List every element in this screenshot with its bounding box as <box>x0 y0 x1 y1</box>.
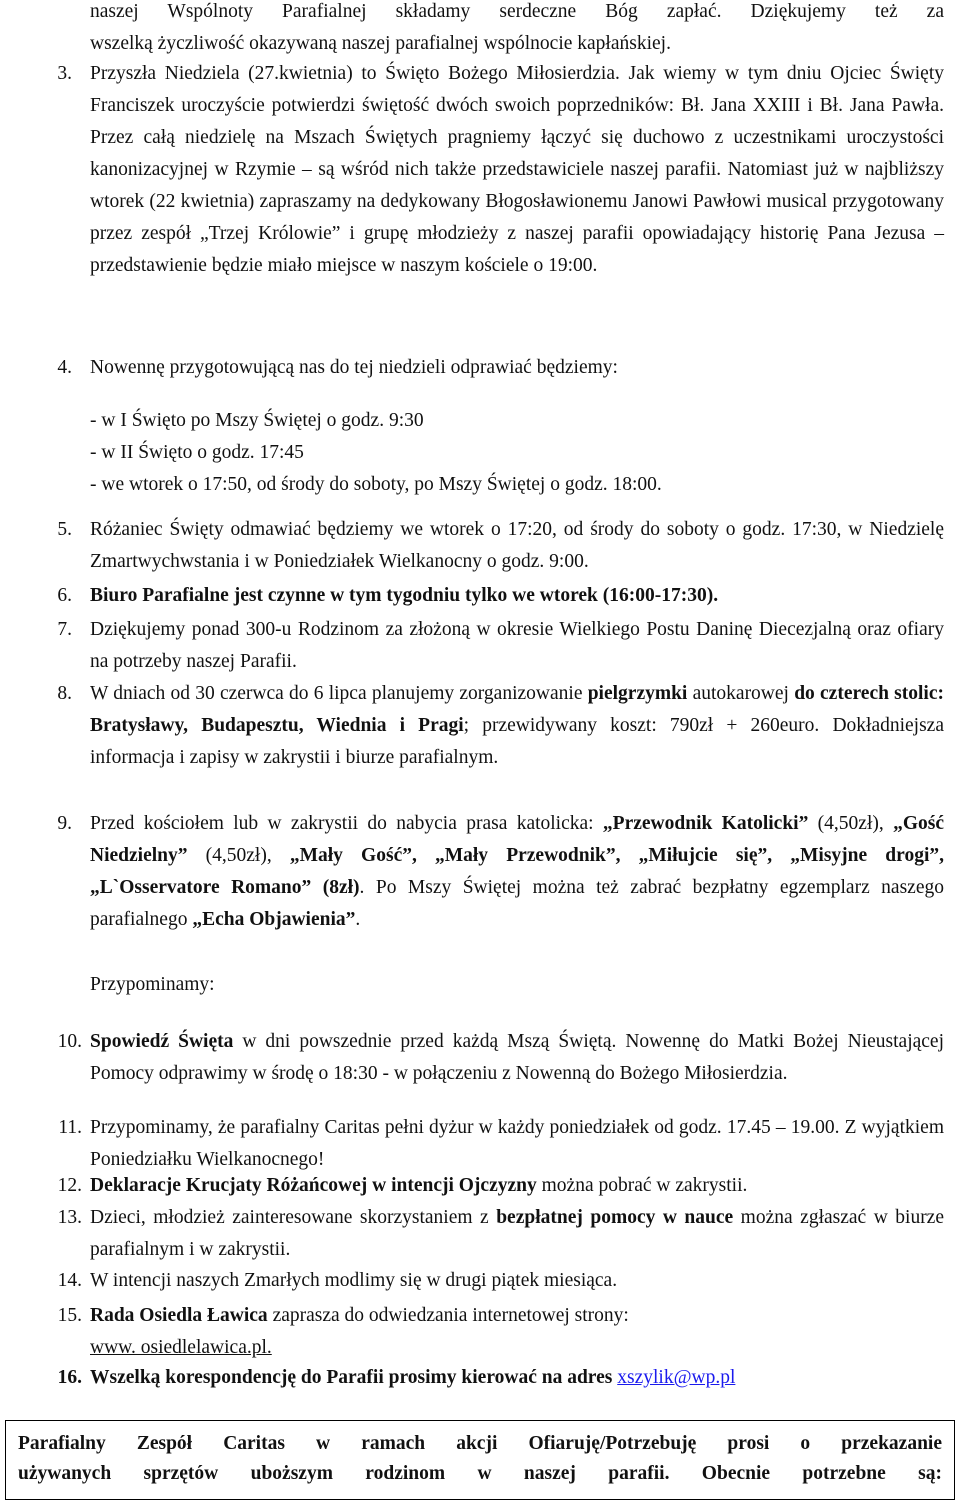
confession-label: Spowiedź Święta <box>90 1031 234 1052</box>
novena-schedule-2: - w II Święto o godz. 17:45 <box>90 442 304 463</box>
declaration-label: Deklaracje Krucjaty Różańcowej w intencji Ojczyzny <box>90 1175 537 1196</box>
item-13-number: 13. <box>57 1207 82 1228</box>
item-9-part: Przed kościołem lub w zakrystii do nabycia prasa katolicka: <box>90 813 603 834</box>
item-7-text <box>90 614 944 678</box>
council-label: Rada Osiedla Ławica <box>90 1305 268 1326</box>
novena-schedule-3: - we wtorek o 17:50, od środy do soboty, po Mszy Świętej o godz. 18:00. <box>90 474 662 495</box>
caritas-notice-box <box>5 1420 955 1500</box>
item-14-paragraph: W intencji naszych Zmarłych modlimy się w drugi piątek miesiąca. <box>90 1270 618 1291</box>
pilgrimage-label: pielgrzymki <box>587 683 688 704</box>
intro-line-2: wszelką życzliwość okazywaną naszej parafialnej wspólnocie kapłańskiej. <box>90 33 671 54</box>
item-5-paragraph: Różaniec Święty odmawiać będziemy we wtorek o 17:20, od środy do soboty o godz. 17:30, w Niedzielę Zmartwychwstania i w Poniedziałek Wielkanocny o godz. 9:00. <box>90 519 944 572</box>
item-9-part: (4,50zł), <box>187 845 290 866</box>
item-8-part: W dniach od 30 czerwca do 6 lipca planujemy zorganizowanie <box>90 683 588 704</box>
correspondence-label: Wszelką korespondencję do Parafii prosimy kierować na adres <box>90 1367 618 1388</box>
item-15-number: 15. <box>57 1305 82 1326</box>
item-11-paragraph: Przypominamy, że parafialny Caritas pełni dyżur w każdy poniedziałek od godz. 17.45 – 19.00. Z wyjątkiem Poniedziałku Wielkanocnego! <box>90 1117 944 1170</box>
item-12-number: 12. <box>57 1175 82 1196</box>
press-title: „Echa Objawienia” <box>192 909 356 930</box>
item-8-part: autokarowej <box>687 683 795 704</box>
intro-paragraph <box>90 0 944 60</box>
item-10-part: w dni powszednie przed każdą Mszą Świętą. Nowennę do Matki Bożej Nieustającej Pomocy odprawimy w środę o 18:30 - w połączeniu z Nowenną do Bożego Miłosierdzia. <box>90 1031 944 1084</box>
office-hours-notice: Biuro Parafialne jest czynne w tym tygodniu tylko we wtorek (16:00-17:30). <box>90 585 719 606</box>
novena-schedule-1: - w I Święto po Mszy Świętej o godz. 9:30 <box>90 410 424 431</box>
item-10-number: 10. <box>57 1031 82 1052</box>
press-title: „Przewodnik Katolicki” <box>602 813 809 834</box>
item-4-text <box>90 352 944 384</box>
item-3-number: 3. <box>57 63 72 84</box>
item-11-text <box>90 1112 944 1176</box>
reminder-heading: Przypominamy: <box>90 974 215 995</box>
council-website-link[interactable]: www. osiedlelawica.pl. <box>90 1337 272 1358</box>
item-12-part: można pobrać w zakrystii. <box>536 1175 748 1196</box>
item-13-part: Dzieci, młodzież zainteresowane skorzystaniem z <box>90 1207 497 1228</box>
item-14-text <box>90 1265 944 1297</box>
item-4-paragraph: Nowennę przygotowującą nas do tej niedzieli odprawiać będziemy: <box>90 357 618 378</box>
item-4-number: 4. <box>57 357 72 378</box>
item-9-part: (4,50zł), <box>808 813 894 834</box>
item-12-text <box>90 1170 944 1202</box>
item-5-text <box>90 514 944 578</box>
item-9-part: . <box>355 909 361 930</box>
item-7-paragraph: Dziękujemy ponad 300-u Rodzinom za złożoną w okresie Wielkiego Postu Daninę Diecezjalną oraz ofiary na potrzeby naszej Parafii. <box>90 619 944 672</box>
item-3-paragraph: Przyszła Niedziela (27.kwietnia) to Święto Bożego Miłosierdzia. Jak wiemy w tym dniu Ojciec Święty Franciszek uroczyście potwierdzi świętość dwóch swoich poprzedników: Bł. Jana XXIII i Bł. Jana Pawła. Przez całą niedzielę na Mszach Świętych pragniemy łączyć się duchowo z uczestnikami uroczystości kanonizacyjnej w Rzymie – są wśród nich także przedstawiciele naszej parafii. Natomiast już w najbliższy wtorek (22 kwietnia) zapraszamy na dedykowany Błogosławionemu Janowi Pawłowi musical przygotowany przez zespół „Trzej Królowie” i grupę młodzieży z naszej parafii opowiadający historię Pana Jezusa – przedstawienie będzie miało miejsce w naszym kościele o 19:00. <box>90 63 944 276</box>
press-titles: „Mały Gość”, „Mały Przewodnik”, „Miłujcie się”, „Misyjne drogi”, „L`Osservatore Romano” (8zł) <box>90 845 944 898</box>
item-15-part: zaprasza do odwiedzania internetowej strony: <box>267 1305 629 1326</box>
press-title: „Gość Niedzielny” <box>90 813 945 866</box>
item-10-text <box>90 1026 944 1090</box>
item-9-number: 9. <box>57 813 72 834</box>
email-link[interactable]: xszylik@wp.pl <box>617 1367 736 1388</box>
item-8-number: 8. <box>57 683 72 704</box>
item-14-number: 14. <box>57 1270 82 1291</box>
item-8-part: ; przewidywany koszt: 790zł + 260euro. Dokładniejsza informacja i zapisy w zakrystii i biurze parafialnym. <box>90 715 944 768</box>
pilgrimage-destinations: do czterech stolic: Bratysławy, Budapesztu, Wiednia i Pragi <box>90 683 944 736</box>
intro-line-1: naszej Wspólnoty Parafialnej składamy serdeczne Bóg zapłać. Dziękujemy też za <box>90 1 944 22</box>
item-9-part: . Po Mszy Świętej można też zabrać bezpłatny egzemplarz naszego parafialnego <box>90 877 944 930</box>
caritas-notice-line-1: Parafialny Zespół Caritas w ramach akcji Ofiaruję/Potrzebuję prosi o przekazanie <box>18 1433 942 1454</box>
item-9-text <box>90 808 944 936</box>
item-13-text <box>90 1202 944 1266</box>
item-8-text <box>90 678 944 774</box>
item-6-number: 6. <box>57 585 72 606</box>
tutoring-label: bezpłatnej pomocy w nauce <box>496 1207 734 1228</box>
item-7-number: 7. <box>57 619 72 640</box>
item-5-number: 5. <box>57 519 72 540</box>
item-16-number: 16. <box>57 1367 82 1388</box>
caritas-notice-line-2: używanych sprzętów uboższym rodzinom w naszej parafii. Obecnie potrzebne są: <box>18 1463 942 1484</box>
item-13-part: można zgłaszać w biurze parafialnym i w zakrystii. <box>90 1207 944 1260</box>
item-15-text <box>90 1300 944 1364</box>
item-16-text <box>90 1362 944 1394</box>
item-6-text <box>90 580 944 612</box>
item-3-text <box>90 58 944 282</box>
item-11-number: 11. <box>58 1117 82 1138</box>
